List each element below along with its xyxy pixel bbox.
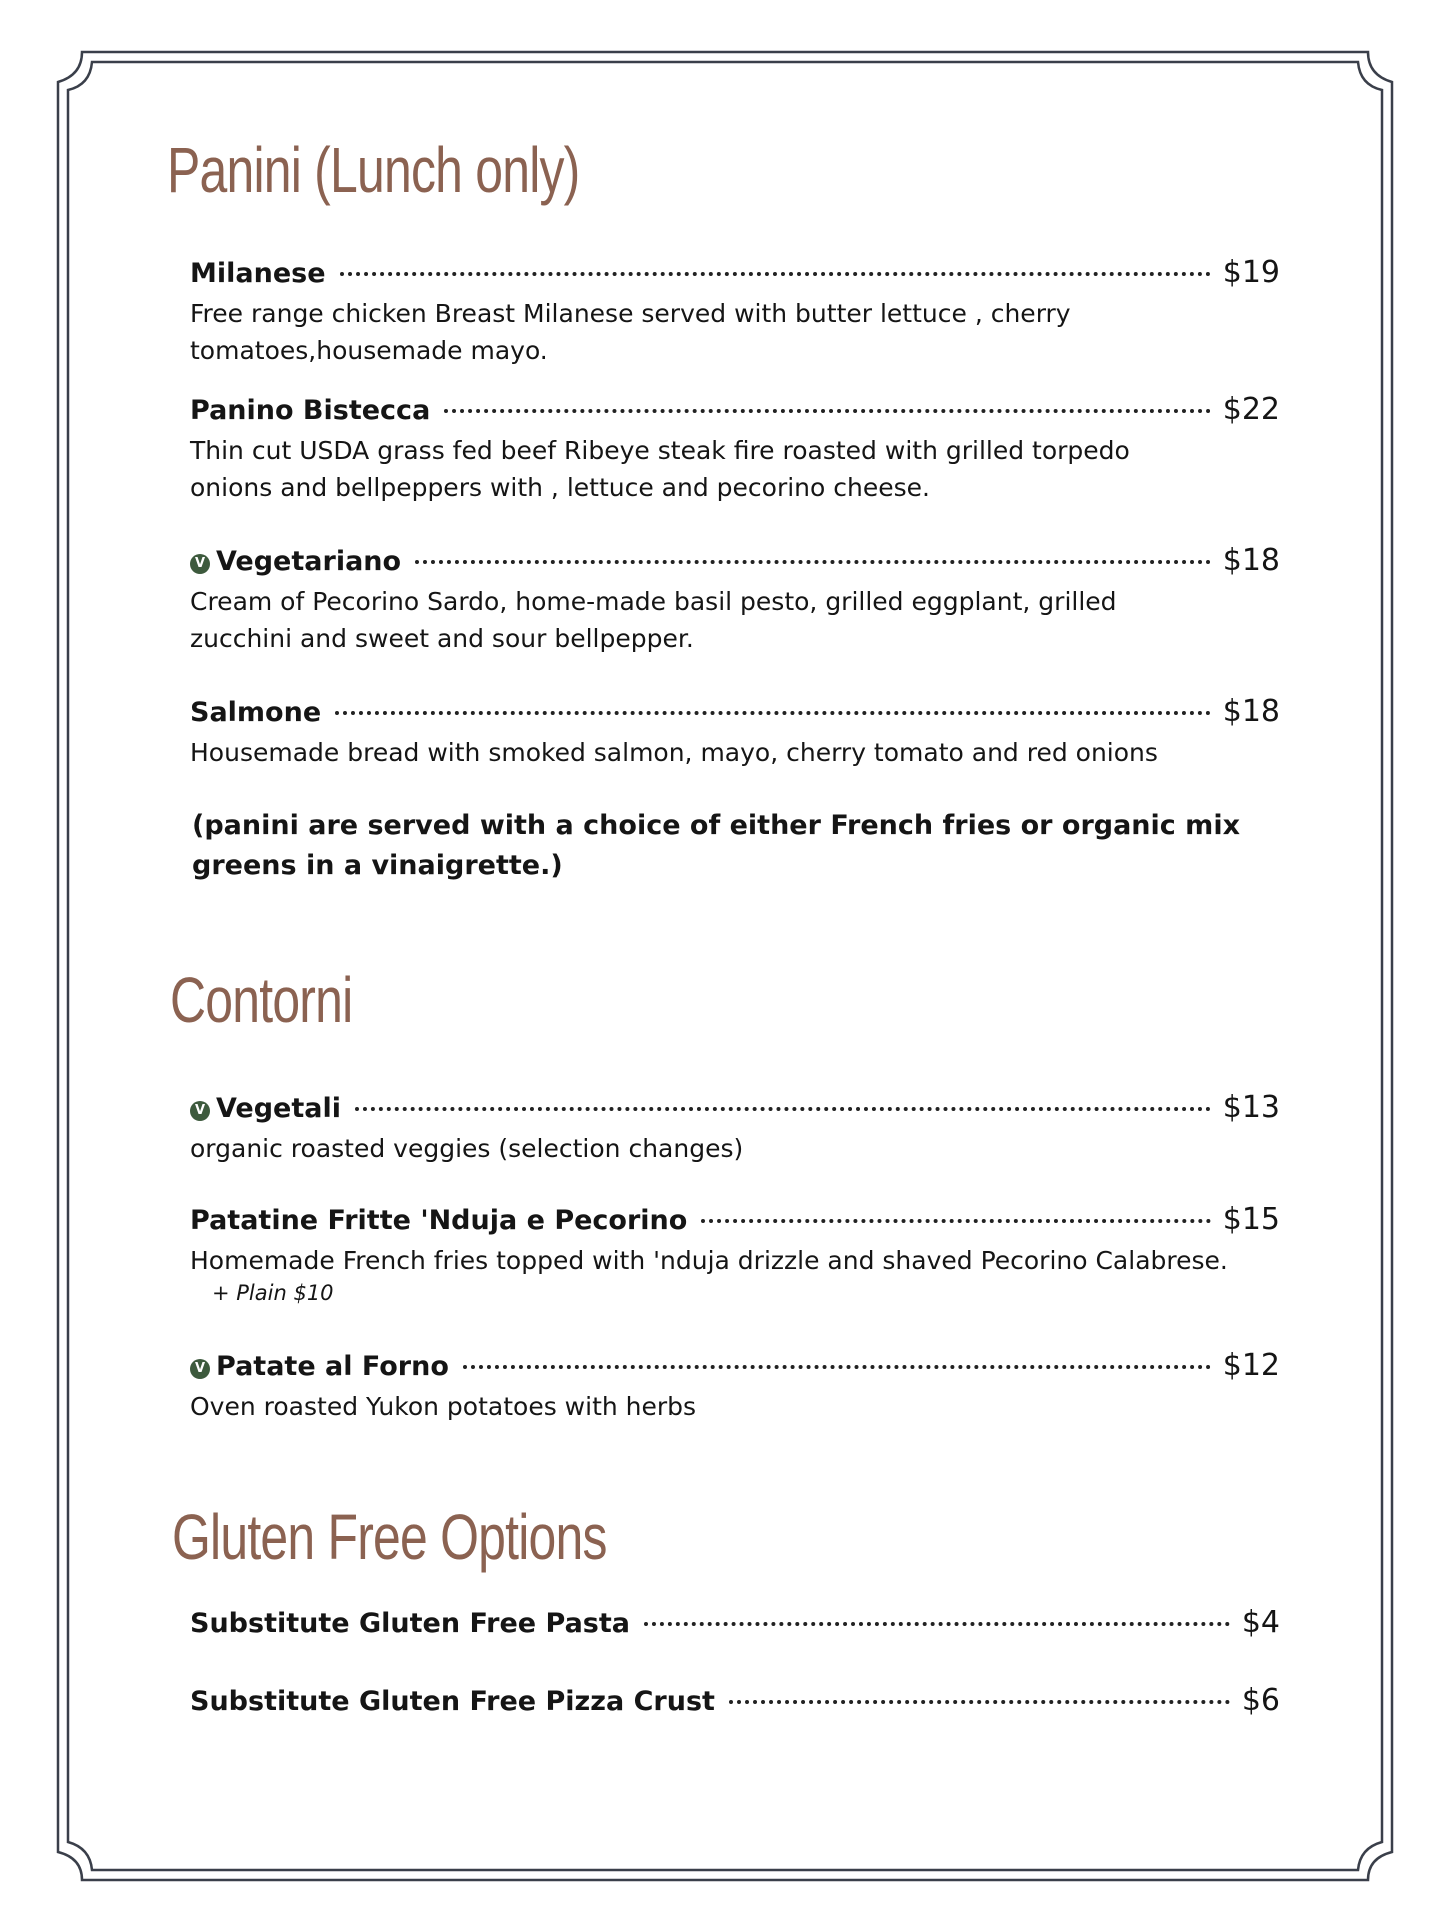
- item-description: Homemade French fries topped with 'nduja drizzle and shaved Pecorino Calabrese.: [190, 1246, 1228, 1275]
- item-name: Vegetali: [216, 1093, 342, 1124]
- dot-leader: [644, 1622, 1230, 1626]
- item-price: $6: [1241, 1683, 1280, 1718]
- dot-leader: [729, 1700, 1230, 1704]
- item-name: Substitute Gluten Free Pasta: [190, 1608, 630, 1639]
- item-description: Housemade bread with smoked salmon, mayo, cherry tomato and red onions: [190, 738, 1158, 767]
- item-price: $18: [1222, 543, 1280, 578]
- vegetarian-icon: V: [190, 1359, 210, 1379]
- menu-item-vegetali: [190, 1090, 1280, 1167]
- menu-item-vegetariano: [190, 543, 1280, 657]
- item-name: Milanese: [190, 258, 326, 289]
- dot-leader: [444, 409, 1210, 413]
- item-name: Panino Bistecca: [190, 395, 431, 426]
- item-name: Vegetariano: [216, 546, 402, 577]
- item-description: Cream of Pecorino Sardo, home-made basil pesto, grilled eggplant, grilled zucchini and sweet and sour bellpepper.: [190, 587, 1117, 653]
- item-description: organic roasted veggies (selection changes): [190, 1134, 744, 1163]
- item-name: Patatine Fritte 'Nduja e Pecorino: [190, 1205, 688, 1236]
- item-price: $12: [1222, 1348, 1280, 1383]
- item-price: $13: [1222, 1090, 1280, 1125]
- item-price: $19: [1222, 255, 1280, 290]
- panini-footnote: (panini are served with a choice of either French fries or organic mix greens in a vinaigrette.): [192, 810, 1240, 881]
- item-note: + Plain $10: [212, 1281, 334, 1305]
- dot-leader: [463, 1365, 1211, 1369]
- item-price: $4: [1241, 1605, 1280, 1640]
- dot-leader: [415, 560, 1211, 564]
- item-price: $18: [1222, 694, 1280, 729]
- panini-heading: Panini (Lunch only): [167, 134, 580, 206]
- vegetarian-icon: V: [190, 1101, 210, 1121]
- dot-leader: [355, 1107, 1211, 1111]
- item-description: Oven roasted Yukon potatoes with herbs: [190, 1392, 697, 1421]
- item-price: $22: [1222, 392, 1280, 427]
- dot-leader: [701, 1219, 1210, 1223]
- contorni-heading: Contorni: [170, 964, 353, 1036]
- item-description: Free range chicken Breast Milanese served with butter lettuce , cherry tomatoes,housemade mayo.: [190, 299, 1071, 365]
- menu-item-milanese: [190, 255, 1280, 369]
- item-name-wrap: [190, 1351, 449, 1382]
- dot-leader: [335, 711, 1211, 715]
- gluten-free-heading: Gluten Free Options: [172, 1501, 607, 1573]
- menu-item-gf-pizza-crust: [190, 1683, 1280, 1723]
- item-name-wrap: [190, 1093, 341, 1124]
- item-name: Salmone: [190, 697, 322, 728]
- item-description: Thin cut USDA grass fed beef Ribeye steak fire roasted with grilled torpedo onions and bellpeppers with , lettuce and pecorino cheese.: [190, 436, 1130, 502]
- vegetarian-icon: V: [190, 554, 210, 574]
- item-name: Substitute Gluten Free Pizza Crust: [190, 1686, 715, 1717]
- item-name: Patate al Forno: [216, 1351, 449, 1382]
- item-price: $15: [1222, 1202, 1280, 1237]
- menu-item-gf-pasta: [190, 1605, 1280, 1645]
- item-name-wrap: [190, 546, 401, 577]
- menu-item-patatine-fritte: [190, 1202, 1280, 1305]
- menu-item-patate-al-forno: [190, 1348, 1280, 1425]
- menu-item-salmone: [190, 694, 1280, 771]
- menu-item-panino-bistecca: [190, 392, 1280, 506]
- dot-leader: [340, 272, 1211, 276]
